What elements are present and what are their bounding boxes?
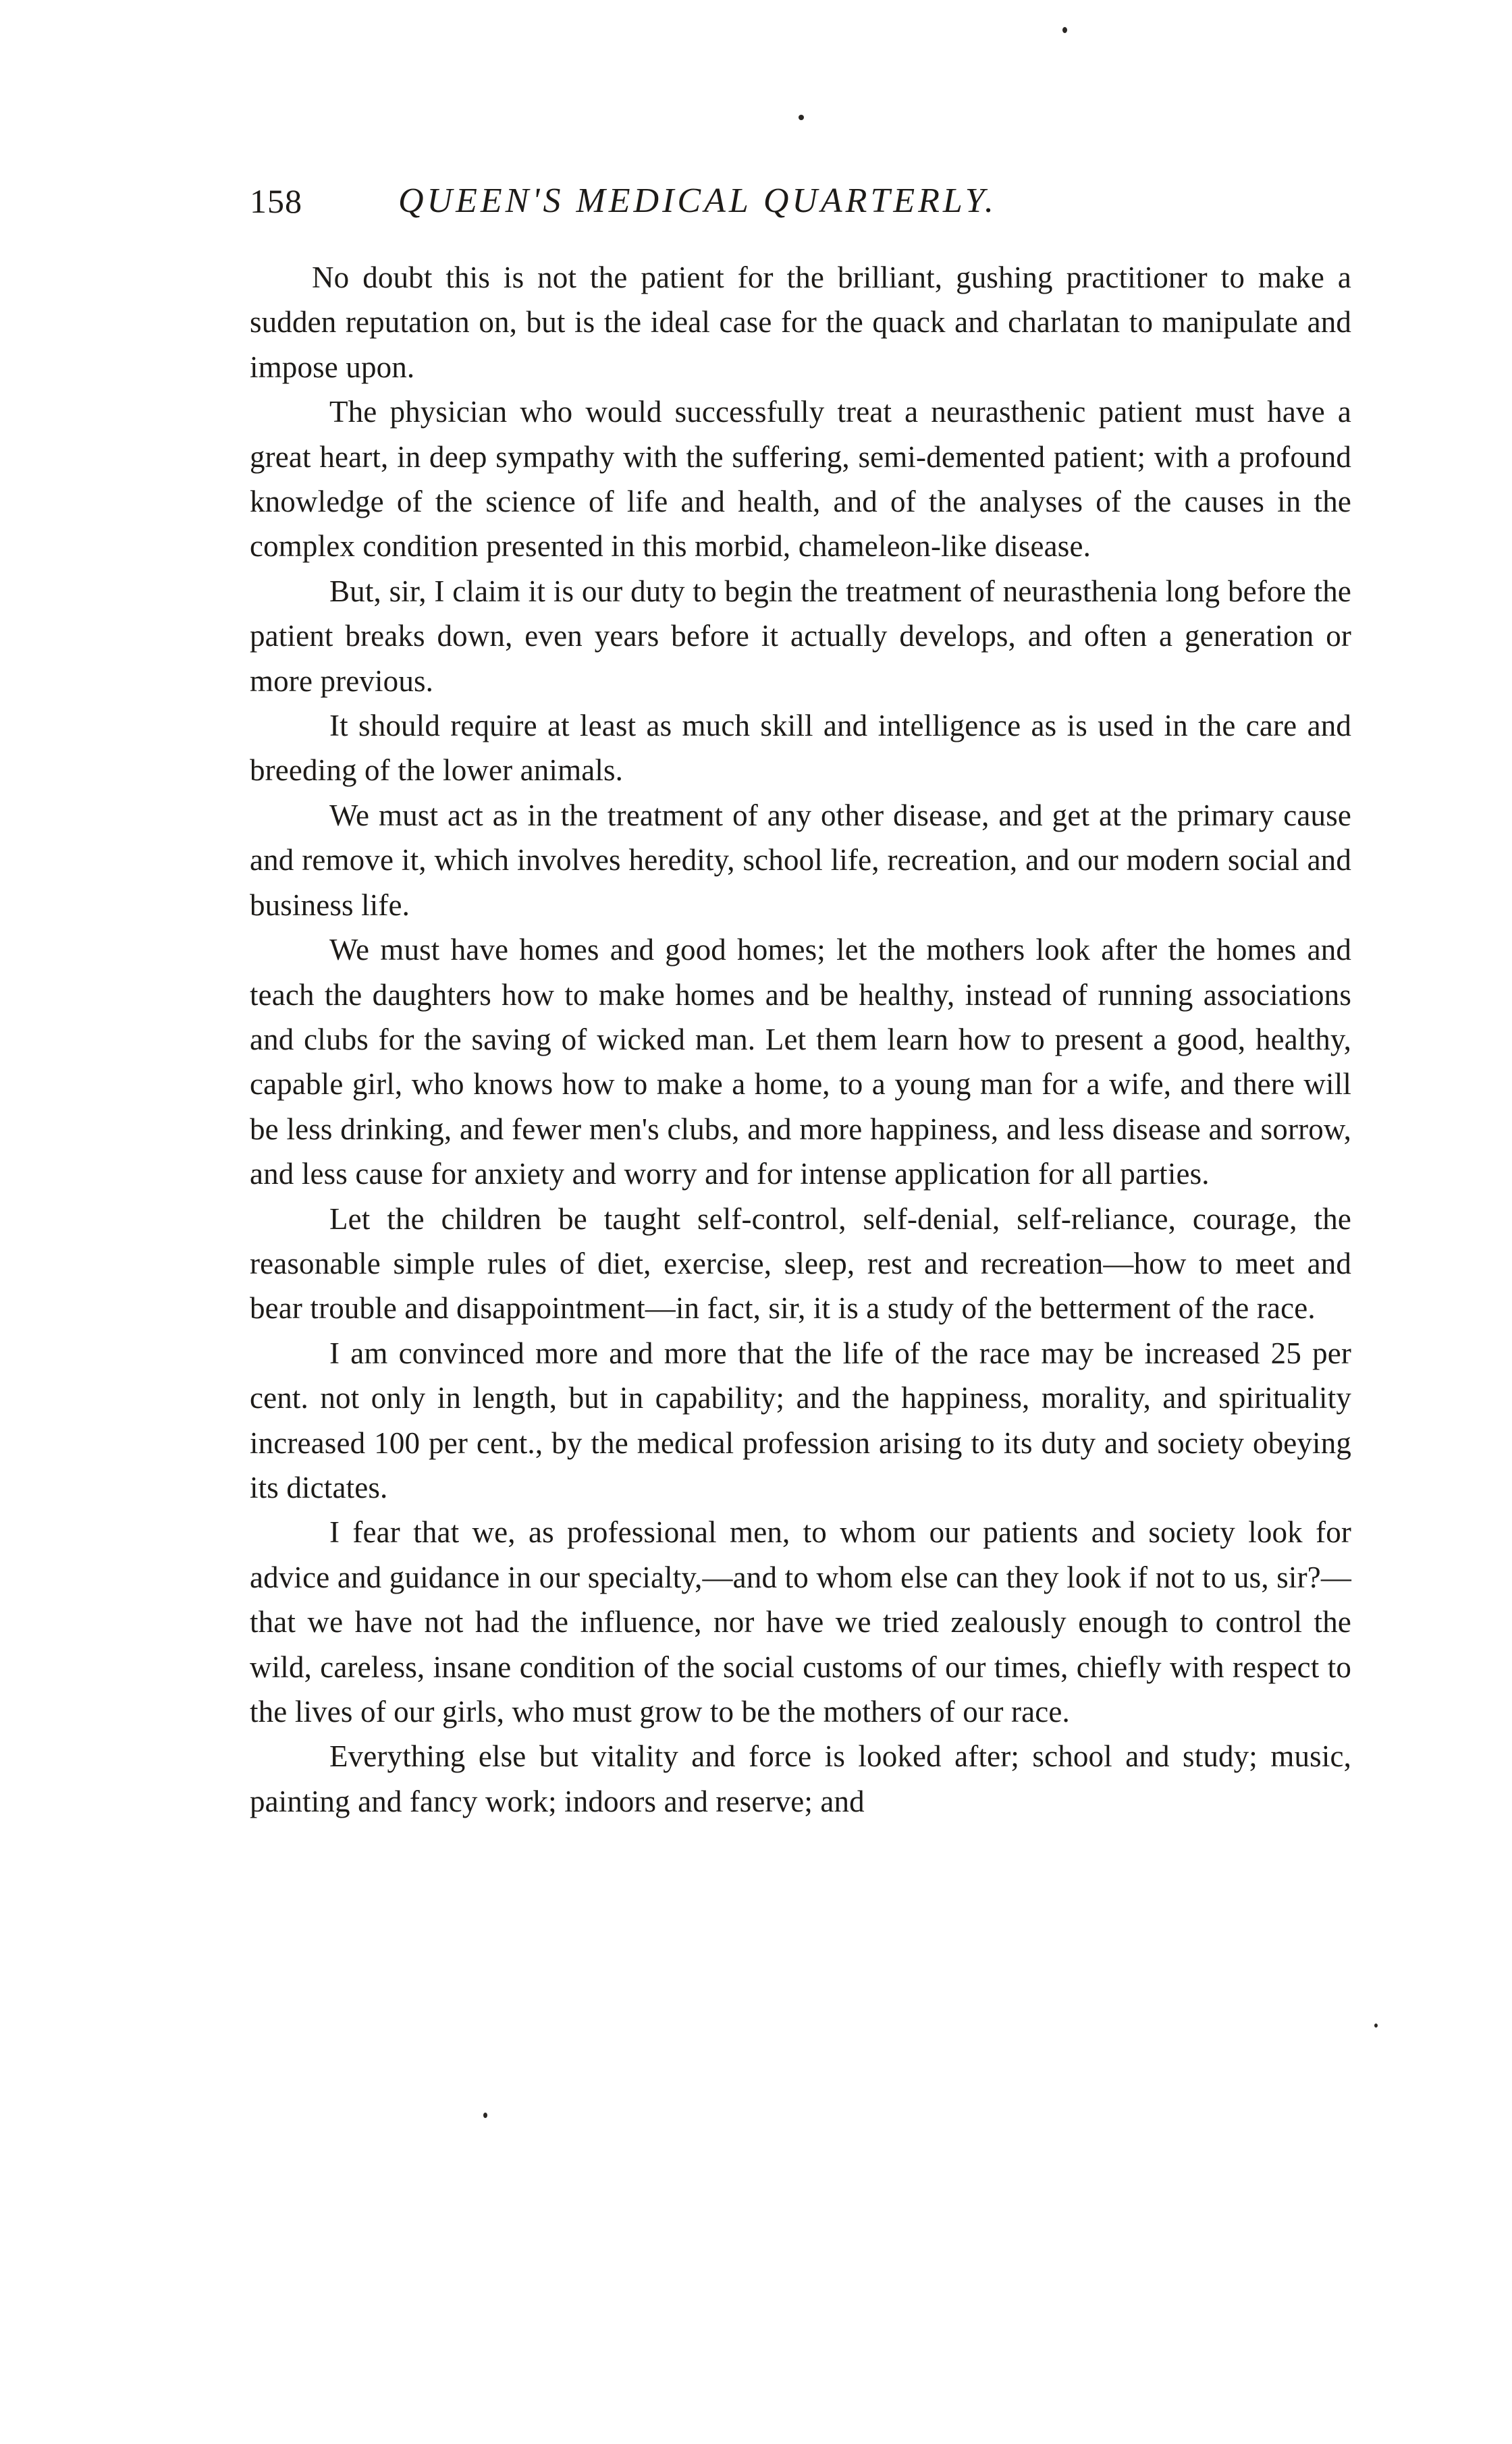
ink-speck (799, 115, 804, 120)
paragraph: We must have homes and good homes; let the mothers look after the homes and teach the daughters how to make homes and be healthy, instead of running associations and clubs for the saving of wicked man. Let them learn how to present a good, healthy, capable girl, who knows how to make a home, to a young man for a wife, and there will be less drinking, and fewer men's clubs, and more happiness, and less disease and sorrow, and less cause for anxiety and worry and for intense application for all parties. (250, 933, 1351, 1191)
running-title: QUEEN'S MEDICAL QUARTERLY. (398, 182, 997, 220)
paragraph: No doubt this is not the patient for the brilliant, gushing practitioner to make a sudden reputation on, but is the ideal case for the quack and charlatan to manipulate and impose upon. (250, 261, 1351, 384)
page-header (250, 174, 1397, 228)
paragraph: But, sir, I claim it is our duty to begin the treatment of neurasthenia long before the patient breaks down, even years before it actually develops, and often a generation or more previous. (250, 574, 1351, 698)
body-text (250, 255, 1351, 1824)
ink-speck (1062, 27, 1067, 33)
paragraph: I am convinced more and more that the life of the race may be increased 25 per cent. not only in length, but in capability; and the happiness, morality, and spirituality increased 100 per cent., by the medical profession arising to its duty and society obeying its dictates. (250, 1336, 1351, 1504)
paragraph: It should require at least as much skill and intelligence as is used in the care and breeding of the lower animals. (250, 709, 1351, 788)
paragraph: The physician who would successfully treat a neurasthenic patient must have a great heart, in deep sympathy with the suffering, semi-demented patient; with a profound knowledge of the science of life and health, and of the analyses of the causes in the complex condition presented in this morbid, chameleon-like disease. (250, 395, 1351, 564)
page-number: 158 (250, 182, 302, 220)
paragraph: Everything else but vitality and force is looked after; school and study; music, painting and fancy work; indoors and reserve; and (250, 1739, 1351, 1818)
paragraph: We must act as in the treatment of any other disease, and get at the primary cause and remove it, which involves heredity, school life, recreation, and our modern social and business life. (250, 798, 1351, 922)
paragraph: I fear that we, as professional men, to whom our patients and society look for advice and guidance in our specialty,—and to whom else can they look if not to us, sir?—that we have not had the influence, nor have we tried zealously enough to control the wild, careless, insane condition of the social customs of our times, chiefly with respect to the lives of our girls, who must grow to be the mothers of our race. (250, 1515, 1351, 1729)
paragraph: Let the children be taught self-control, self-denial, self-reliance, courage, the reasonable simple rules of diet, exercise, sleep, rest and recreation—how to meet and bear trouble and disappointment—in fact, sir, it is a study of the betterment of the race. (250, 1201, 1351, 1326)
ink-speck (483, 2113, 487, 2118)
ink-speck (1374, 2024, 1378, 2028)
